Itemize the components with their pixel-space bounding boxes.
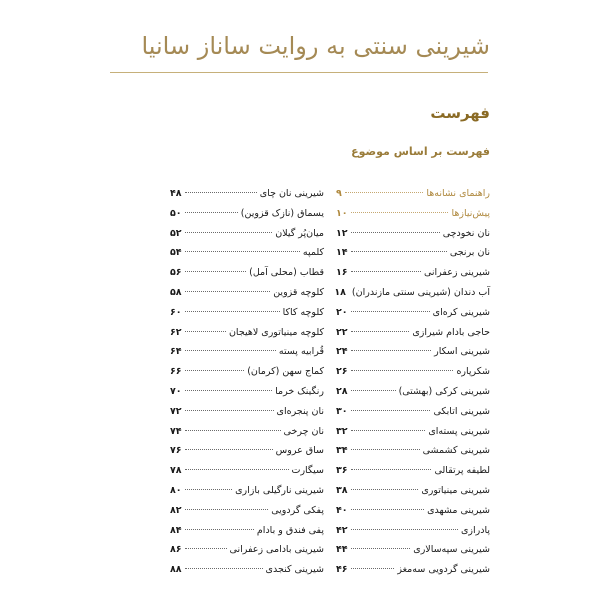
toc-entry-page-number: ۳۶: [336, 465, 348, 477]
toc-entry-page-number: ۱۲: [336, 227, 348, 239]
toc-entry-title: پفکی گردویی: [271, 504, 324, 516]
dot-leader: [185, 232, 273, 233]
toc-entry-title: شیرینی کرکی (بهشتی): [398, 385, 490, 397]
toc-entry-page-number: ۸۰: [170, 484, 182, 496]
toc-entry-page-number: ۳۰: [336, 405, 348, 417]
toc-entry-title: قُرابیه پسته: [278, 346, 324, 358]
toc-entry-title: شکرپاره: [456, 366, 490, 378]
toc-entry-page-number: ۱۰: [336, 207, 348, 219]
toc-entry-title: شیرینی مشهدی: [427, 504, 490, 516]
toc-entry: [170, 445, 324, 465]
toc-entry: [336, 406, 490, 426]
toc-entry: [170, 346, 324, 366]
toc-entry-page-number: ۶۶: [170, 366, 182, 378]
toc-entry: [336, 208, 490, 228]
toc-entry-page-number: ۵۲: [170, 227, 182, 239]
toc-entry-title: قطاب (محلی آمل): [249, 267, 324, 279]
toc-entry: [336, 188, 490, 208]
toc-entry-page-number: ۷۰: [170, 385, 182, 397]
toc-entry-title: شیرینی زعفرانی: [423, 267, 490, 279]
toc-entry-page-number: ۴۶: [336, 564, 348, 576]
toc-entry-page-number: ۱۸: [334, 286, 346, 298]
dot-leader: [185, 449, 273, 450]
dot-leader: [351, 449, 420, 450]
dot-leader: [185, 251, 300, 252]
dot-leader: [185, 192, 257, 193]
toc-entry: [336, 287, 490, 307]
toc-heading: فهرست: [430, 104, 490, 122]
toc-entry-title: شیرینی اسکار: [434, 346, 490, 358]
toc-entry-title: راهنمای نشانه‌ها: [426, 188, 490, 199]
toc-entry: [170, 426, 324, 446]
dot-leader: [351, 251, 447, 252]
toc-entry-title: نان نخودچی: [442, 227, 490, 239]
toc-entry-page-number: ۸۲: [170, 504, 182, 516]
toc-entry-title: کلوچه کاکا: [282, 306, 324, 318]
toc-entry-page-number: ۸۴: [170, 524, 182, 536]
toc-entry: [336, 485, 490, 505]
dot-leader: [185, 489, 232, 490]
dot-leader: [185, 311, 280, 312]
toc-entry: [170, 544, 324, 564]
title-divider: [110, 72, 488, 73]
toc-entry-title: شیرینی بادامی زعفرانی: [229, 544, 324, 556]
toc-entry-page-number: ۸۸: [170, 564, 182, 576]
toc-entry-title: حاجی بادام شیرازی: [412, 326, 490, 338]
toc-entry-page-number: ۵۶: [170, 267, 182, 279]
dot-leader: [351, 271, 421, 272]
toc-entry-title: نان پنجره‌ای: [276, 405, 324, 417]
toc-entry-title: شیرینی کنجدی: [265, 564, 324, 576]
toc-entry-page-number: ۵۴: [170, 247, 182, 259]
toc-entry-title: نان چرخی: [283, 425, 324, 437]
toc-entry-title: کماج سهن (کرمان): [247, 366, 324, 378]
toc-entry-page-number: ۳۸: [336, 484, 348, 496]
toc-entry: [336, 564, 490, 584]
toc-entry-page-number: ۷۴: [170, 425, 182, 437]
toc-entry: [336, 327, 490, 347]
toc-entry-page-number: ۴۲: [336, 524, 348, 536]
toc-entry-title: آب دندان (شیرینی سنتی مازندران): [351, 286, 490, 298]
toc-entry-page-number: ۵۰: [170, 207, 182, 219]
toc-entry-title: میان‌پُر گیلان: [275, 227, 324, 239]
toc-entry: [170, 525, 324, 545]
toc-entry: [170, 267, 324, 287]
book-title: شیرینی سنتی به روایت ساناز سانیا: [141, 32, 490, 60]
toc-entry: [170, 287, 324, 307]
dot-leader: [351, 370, 454, 371]
dot-leader: [351, 469, 432, 470]
dot-leader: [185, 509, 269, 510]
dot-leader: [185, 331, 226, 332]
toc-entry-title: کلمپه: [302, 247, 324, 259]
toc-entry: [170, 228, 324, 248]
toc-entry-page-number: ۳۴: [336, 445, 348, 457]
dot-leader: [351, 529, 458, 530]
dot-leader: [185, 271, 247, 272]
toc-entry: [170, 386, 324, 406]
toc-entry-page-number: ۲۲: [336, 326, 348, 338]
dot-leader: [351, 509, 425, 510]
toc-entry-title: رنگینک خرما: [275, 385, 324, 397]
toc-entry-title: شیرینی پسته‌ای: [428, 425, 490, 437]
toc-entry: [170, 307, 324, 327]
toc-entry-title: شیرینی گردویی سه‌مغز: [397, 564, 490, 576]
dot-leader: [351, 430, 426, 431]
toc-entry-page-number: ۱۴: [336, 247, 348, 259]
toc-entry: [336, 426, 490, 446]
toc-entry-page-number: ۷۲: [170, 405, 182, 417]
toc-entry: [170, 327, 324, 347]
dot-leader: [351, 489, 419, 490]
toc-entry: [336, 228, 490, 248]
toc-entry: [336, 247, 490, 267]
toc-entry-page-number: ۴۴: [336, 544, 348, 556]
toc-entry: [336, 445, 490, 465]
dot-leader: [185, 548, 227, 549]
toc-entry-title: شیرینی کره‌ای: [432, 306, 490, 318]
dot-leader: [185, 568, 263, 569]
toc-right-column: [336, 188, 490, 584]
toc-entry-title: شیرینی اتابکی: [433, 405, 490, 417]
toc-entry: [336, 465, 490, 485]
toc-entry: [170, 485, 324, 505]
toc-entry: [170, 505, 324, 525]
dot-leader: [185, 291, 271, 292]
toc-entry-title: شیرینی نان چای: [259, 188, 324, 199]
dot-leader: [351, 390, 396, 391]
toc-entry: [170, 465, 324, 485]
toc-entry-title: شیرینی کشمشی: [422, 445, 490, 457]
toc-entry-page-number: ۶۲: [170, 326, 182, 338]
toc-subheading: فهرست بر اساس موضوع: [351, 145, 490, 158]
toc-entry: [170, 564, 324, 584]
toc-entry-page-number: ۲۴: [336, 346, 348, 358]
dot-leader: [185, 390, 273, 391]
toc-entry: [336, 366, 490, 386]
dot-leader: [185, 212, 238, 213]
dot-leader: [351, 410, 431, 411]
toc-entry-title: یسماق (نازک قزوین): [240, 207, 324, 219]
toc-entry: [170, 366, 324, 386]
dot-leader: [351, 212, 449, 213]
dot-leader: [185, 370, 245, 371]
toc-entry-page-number: ۱۶: [336, 267, 348, 279]
toc-entry-title: کلوچه مینیاتوری لاهیجان: [228, 326, 324, 338]
toc-entry-page-number: ۲۶: [336, 366, 348, 378]
toc-entry-title: پادرازی: [460, 524, 490, 536]
dot-leader: [345, 192, 424, 193]
dot-leader: [185, 410, 274, 411]
toc-entry-title: کلوچه قزوین: [273, 286, 324, 298]
dot-leader: [351, 350, 432, 351]
toc-entry: [336, 386, 490, 406]
toc-entry: [336, 267, 490, 287]
toc-entry-title: ساق عروس: [275, 445, 324, 457]
toc-entry-page-number: ۶۴: [170, 346, 182, 358]
dot-leader: [185, 350, 276, 351]
dot-leader: [351, 311, 430, 312]
toc-left-column: [170, 188, 324, 584]
toc-entry: [336, 505, 490, 525]
toc-entry-title: سیگارت: [291, 465, 324, 477]
toc-entry-title: پفی فندق و بادام: [256, 524, 324, 536]
dot-leader: [351, 568, 395, 569]
dot-leader: [351, 331, 410, 332]
toc-entry: [170, 406, 324, 426]
toc-entry: [336, 525, 490, 545]
toc-entry-title: پیش‌نیازها: [451, 207, 490, 219]
toc-entry-page-number: ۶۰: [170, 306, 182, 318]
toc-entry-page-number: ۳۲: [336, 425, 348, 437]
toc-entry-page-number: ۵۸: [170, 286, 182, 298]
toc-entry: [170, 208, 324, 228]
toc-entry: [336, 544, 490, 564]
toc-entry-title: شیرینی نارگیلی بازاری: [235, 484, 324, 496]
toc-entry: [170, 247, 324, 267]
dot-leader: [185, 469, 289, 470]
dot-leader: [185, 430, 281, 431]
toc-entry-page-number: ۲۰: [336, 306, 348, 318]
toc-entry-page-number: ۲۸: [336, 385, 348, 397]
toc-entry: [336, 346, 490, 366]
dot-leader: [351, 548, 411, 549]
toc-entry-page-number: ۸۶: [170, 544, 182, 556]
toc-entry-title: شیرینی مینیاتوری: [421, 484, 490, 496]
toc-entry-page-number: ۴۸: [170, 188, 182, 199]
dot-leader: [351, 232, 440, 233]
toc-entry: [170, 188, 324, 208]
toc-entry-title: لطیفه پرتقالی: [434, 465, 490, 477]
dot-leader: [185, 529, 254, 530]
toc-entry: [336, 307, 490, 327]
toc-entry-page-number: ۷۸: [170, 465, 182, 477]
toc-entry-title: نان برنجی: [449, 247, 490, 259]
toc-entry-page-number: ۷۶: [170, 445, 182, 457]
toc-entry-title: شیرینی سپه‌سالاری: [413, 544, 490, 556]
toc-entry-page-number: ۹: [336, 188, 342, 199]
toc-entry-page-number: ۴۰: [336, 504, 348, 516]
